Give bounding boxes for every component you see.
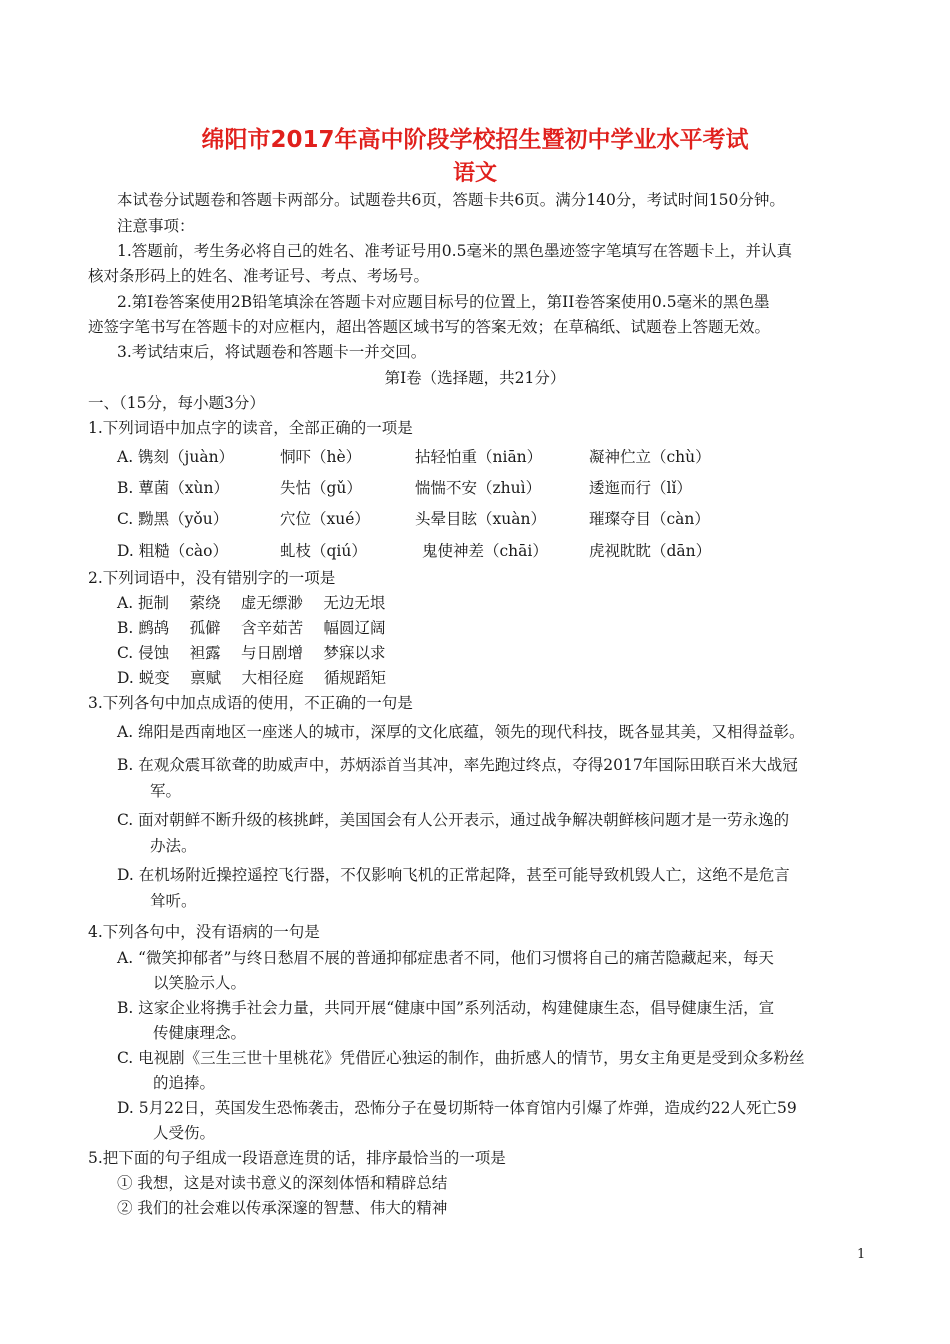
part-1-title: 第I卷（选择题，共21分） — [384, 369, 566, 387]
question-4-option-d-cont: 人受伤。 — [153, 1124, 216, 1142]
option-d-term-3: 鬼使神差（chāi） — [422, 542, 548, 560]
option-b-term-2: 失怙（gǔ） — [280, 479, 362, 497]
question-1-stem: 1.下列词语中加点字的读音，全部正确的一项是 — [88, 419, 413, 437]
option-d-term-1: D. 粗糙（cào） — [117, 542, 228, 560]
subject-title: 语文 — [452, 161, 497, 186]
option-a-term-2: 恫吓（hè） — [280, 448, 362, 466]
question-4-option-d: D. 5月22日，英国发生恐怖袭击，恐怖分子在曼切斯特一体育馆内引爆了炸弹，造成约22人死亡59 — [117, 1099, 797, 1117]
question-3-option-c-cont: 办法。 — [150, 837, 197, 855]
question-4-option-b-cont: 传健康理念。 — [153, 1024, 247, 1042]
option-c-term-1: C. 黝黑（yǒu） — [117, 510, 229, 528]
exam-title: 绵阳市2017年高中阶段学校招生暨初中学业水平考试 — [201, 127, 749, 153]
question-3-option-a: A. 绵阳是西南地区一座迷人的城市，深厚的文化底蕴，领先的现代科技，既各显其美，又相得益彰。 — [117, 723, 805, 741]
notice-title: 注意事项： — [117, 217, 195, 235]
option-c-term-4: 璀璨夺目（càn） — [589, 510, 710, 528]
page-number: 1 — [857, 1247, 866, 1262]
question-2-option-a: A. 扼制 萦绕 虚无缥渺 无边无垠 — [117, 594, 386, 612]
question-5-stem: 5.把下面的句子组成一段语意连贯的话，排序最恰当的一项是 — [88, 1149, 506, 1167]
question-4-option-a: A. “微笑抑郁者”与终日愁眉不展的普通抑郁症患者不同，他们习惯将自己的痛苦隐藏起来，每天 — [117, 949, 774, 967]
question-3-option-d-cont: 耸听。 — [150, 892, 197, 910]
notice-1-line-1: 1.答题前，考生务必将自己的姓名、准考证号用0.5毫米的黑色墨迹签字笔填写在答题卡上，并认真 — [117, 242, 792, 260]
section-1-heading: 一、（15分，每小题3分） — [88, 394, 265, 412]
option-a-term-4: 凝神伫立（chù） — [589, 448, 711, 466]
notice-2-line-2: 迹签字笔书写在答题卡的对应框内，超出答题区域书写的答案无效；在草稿纸、试题卷上答题无效。 — [88, 318, 771, 336]
option-b-term-3: 惴惴不安（zhuì） — [415, 479, 542, 497]
question-2-stem: 2.下列词语中，没有错别字的一项是 — [88, 569, 336, 587]
option-b-term-4: 逶迤而行（lǐ） — [589, 479, 692, 497]
question-3-option-d: D. 在机场附近操控遥控飞行器，不仅影响飞机的正常起降，甚至可能导致机毁人亡，这绝不是危言 — [117, 866, 790, 884]
question-4-option-c-cont: 的追捧。 — [153, 1074, 216, 1092]
question-3-option-b-cont: 军。 — [150, 782, 182, 800]
intro-text: 本试卷分试题卷和答题卡两部分。试题卷共6页，答题卡共6页。满分140分，考试时间150分钟。 — [117, 191, 785, 209]
option-c-term-3: 头晕目眩（xuàn） — [415, 510, 546, 528]
question-2-option-b: B. 鹧鸪 孤僻 含辛茹苦 幅圆辽阔 — [117, 619, 386, 637]
question-4-option-a-cont: 以笑脸示人。 — [153, 974, 247, 992]
question-3-stem: 3.下列各句中加点成语的使用，不正确的一句是 — [88, 694, 413, 712]
option-a-term-1: A. 镌刻（juàn） — [117, 448, 235, 466]
notice-2-line-1: 2.第I卷答案使用2B铅笔填涂在答题卡对应题目标号的位置上，第II卷答案使用0.5毫米的黑色墨 — [117, 293, 770, 311]
notice-1-line-2: 核对条形码上的姓名、准考证号、考点、考场号。 — [88, 267, 430, 285]
question-5-sentence-2: ② 我们的社会难以传承深邃的智慧、伟大的精神 — [117, 1199, 448, 1217]
notice-3: 3.考试结束后，将试题卷和答题卡一并交回。 — [117, 343, 427, 361]
question-3-option-b: B. 在观众震耳欲聋的助威声中，苏炳添首当其冲，率先跑过终点，夺得2017年国际田联百米大战冠 — [117, 756, 798, 774]
question-5-sentence-1: ① 我想，这是对读书意义的深刻体悟和精辟总结 — [117, 1174, 448, 1192]
question-2-option-d: D. 蜕变 禀赋 大相径庭 循规蹈矩 — [117, 669, 387, 687]
option-d-term-2: 虬枝（qiú） — [280, 542, 367, 560]
question-3-option-c: C. 面对朝鲜不断升级的核挑衅，美国国会有人公开表示，通过战争解决朝鲜核问题才是一劳永逸的 — [117, 811, 790, 829]
question-4-stem: 4.下列各句中，没有语病的一句是 — [88, 923, 320, 941]
option-b-term-1: B. 蕈菌（xùn） — [117, 479, 229, 497]
option-a-term-3: 拈轻怕重（niān） — [415, 448, 543, 466]
option-d-term-4: 虎视眈眈（dān） — [589, 542, 712, 560]
option-c-term-2: 穴位（xué） — [280, 510, 370, 528]
question-4-option-b: B. 这家企业将携手社会力量，共同开展“健康中国”系列活动，构建健康生态，倡导健康生活，宣 — [117, 999, 775, 1017]
question-4-option-c: C. 电视剧《三生三世十里桃花》凭借匠心独运的制作，曲折感人的情节，男女主角更是受到众多粉丝 — [117, 1049, 805, 1067]
question-2-option-c: C. 侵蚀 袒露 与日剧增 梦寐以求 — [117, 644, 386, 662]
